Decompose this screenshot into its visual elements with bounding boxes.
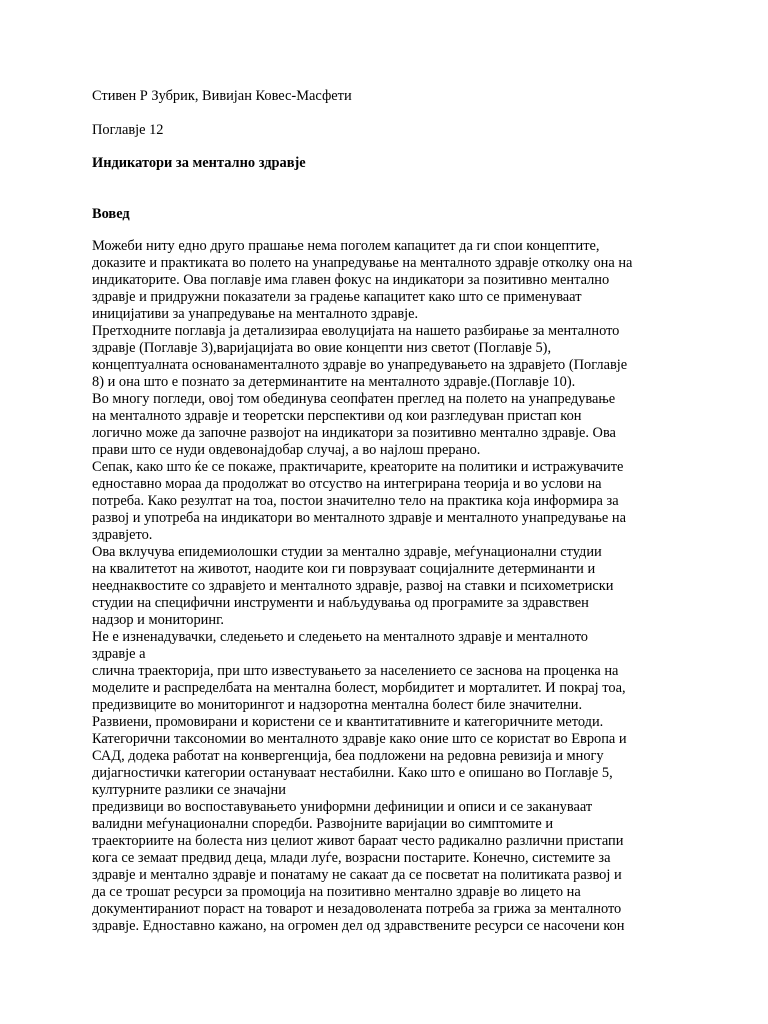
body-text-line: кога се земаат предвид деца, млади луѓе, возрасни постарите. Конечно, системите за: [92, 850, 611, 866]
body-text-line: Сепак, како што ќе се покаже, практичарите, креаторите на политики и истражувачите: [92, 459, 624, 475]
body-text-line: здравје. Едноставно кажано, на огромен дел од здравствените ресурси се насочени кон: [92, 918, 625, 934]
body-text-line: дијагностички категории остануваат нестабилни. Како што е опишано во Поглавје 5,: [92, 765, 613, 781]
body-text-line: здравје и ментално здравје и понатаму не сакаат да се посветат на политиката развој и: [92, 867, 622, 883]
body-text-line: концептуалната основанаменталното здравје во унапредувањето на здравјето (Поглавје: [92, 357, 628, 373]
body-text: [92, 238, 692, 935]
body-text-line: валидни меѓунационални споредби. Развојните варијации во симптомите и: [92, 816, 554, 832]
body-text-line: Ова вклучува епидемиолошки студии за ментално здравје, меѓунационални студии: [92, 544, 602, 560]
authors-line: Стивен Р Зубрик, Вивијан Ковес-Масфети: [92, 88, 352, 104]
body-text-line: здравје и придружни показатели за градење капацитет како што се применуваат: [92, 289, 582, 305]
body-text-line: траекториите на болеста низ целиот живот бараат често радикално различни пристапи: [92, 833, 624, 849]
body-text-line: потреба. Како резултат на тоа, постои значително тело на практика која информира за: [92, 493, 619, 509]
body-text-line: индикаторите. Ова поглавје има главен фокус на индикатори за позитивно ментално: [92, 272, 610, 288]
body-text-line: САД, додека работат на конвергенција, беа подложени на редовна ревизија и многу: [92, 748, 604, 764]
chapter-label: Поглавје 12: [92, 122, 164, 138]
body-text-line: да се трошат ресурси за промоција на позитивно ментално здравје во лицето на: [92, 884, 581, 900]
body-text-line: културните разлики се значајни: [92, 782, 286, 798]
body-text-line: здравје а: [92, 646, 146, 662]
body-text-line: моделите и распределбата на ментална болест, морбидитет и морталитет. И покрај тоа,: [92, 680, 626, 696]
body-text-line: надзор и мониторинг.: [92, 612, 224, 628]
body-text-line: Развиени, промовирани и користени се и квантитативните и категоричните методи.: [92, 714, 604, 730]
body-text-line: предизвиците во мониторингот и надзоротна ментална болест биле значителни.: [92, 697, 583, 713]
body-text-line: доказите и практиката во полето на унапредување на менталното здравје отколку она на: [92, 255, 633, 271]
body-text-line: Не е изненадувачки, следењето и следењето на менталното здравје и менталното: [92, 629, 589, 645]
section-heading: Вовед: [92, 206, 130, 222]
body-text-line: развој и употреба на индикатори во менталното здравје и менталното унапредување на: [92, 510, 626, 526]
body-text-line: предизвици во воспоставувањето униформни дефиниции и описи и се закануваат: [92, 799, 593, 815]
body-text-line: нееднаквостите со здравјето и менталното здравје, развој на ставки и психометриски: [92, 578, 614, 594]
body-text-line: Во многу погледи, овој том обединува сеопфатен преглед на полето на унапредување: [92, 391, 616, 407]
body-text-line: 8) и она што е познато за детерминантите на менталното здравје.(Поглавје 10).: [92, 374, 576, 390]
body-text-line: студии на специфични инструменти и набљудувања од програмите за здравствен: [92, 595, 589, 611]
body-text-line: на квалитетот на животот, наодите кои ги поврзуваат социјалните детерминанти и: [92, 561, 596, 577]
body-text-line: прави што се нуди овдевонајдобар случај, а во најлош прерано.: [92, 442, 481, 458]
body-text-line: логично може да започне развојот на индикатори за позитивно ментално здравје. Ова: [92, 425, 616, 441]
chapter-title: Индикатори за ментално здравје: [92, 155, 306, 171]
body-text-line: на менталното здравје и теоретски перспективи од кои разгледуван пристап кон: [92, 408, 582, 424]
body-text-line: Претходните поглавја ја детализираа еволуцијата на нашето разбирање за менталното: [92, 323, 620, 339]
body-text-line: здравјето.: [92, 527, 153, 543]
body-text-line: Можеби ниту едно друго прашање нема поголем капацитет да ги спои концептите,: [92, 238, 600, 254]
body-text-line: документираниот пораст на товарот и незадоволената потреба за грижа за менталното: [92, 901, 622, 917]
body-text-line: иницијативи за унапредување на менталното здравје.: [92, 306, 419, 322]
body-text-line: слична траекторија, при што известувањето за населението се заснова на проценка на: [92, 663, 619, 679]
body-text-line: едноставно мораа да продолжат во отсуство на интегрирана теорија и во услови на: [92, 476, 602, 492]
body-text-line: Категорични таксономии во менталното здравје како оние што се користат во Европа и: [92, 731, 627, 747]
body-text-line: здравје (Поглавје 3),варијацијата во овие концепти низ светот (Поглавје 5),: [92, 340, 552, 356]
